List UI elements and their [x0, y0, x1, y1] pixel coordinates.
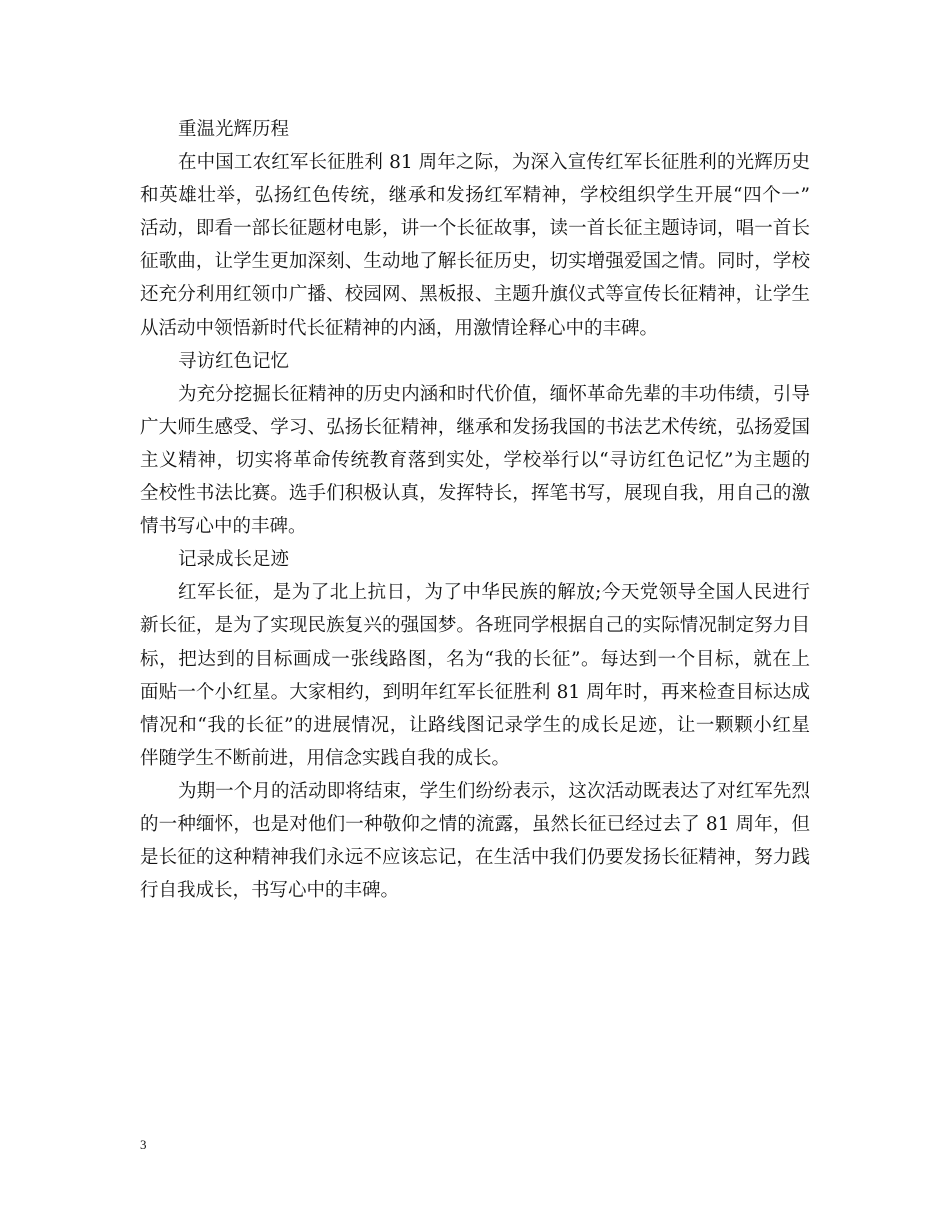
- paragraph-line: 伴随学生不断前进，用信念实践自我的成长。: [140, 747, 511, 769]
- paragraph: [140, 378, 810, 543]
- paragraph-line: 主义精神，切实将革命传统教育落到实处，学校举行以“寻访红色记忆”为主题的: [140, 449, 810, 471]
- paragraph-line: 在中国工农红军长征胜利 81 周年之际，为深入宣传红军长征胜利的光辉历史: [178, 152, 810, 174]
- section-heading: 记录成长足迹: [178, 549, 290, 571]
- paragraph-line: 面贴一个小红星。大家相约，到明年红军长征胜利 81 周年时，再来检查目标达成: [140, 681, 810, 703]
- page-number: 3: [140, 1137, 147, 1152]
- section-heading: 重温光辉历程: [178, 119, 290, 140]
- paragraph-line: 红军长征，是为了北上抗日，为了中华民族的解放;今天党领导全国人民进行: [178, 582, 810, 604]
- paragraph-line: 广大师生感受、学习、弘扬长征精神，继承和发扬我国的书法艺术传统，弘扬爱国: [140, 416, 810, 438]
- paragraph-line: 行自我成长，书写心中的丰碑。: [140, 880, 400, 902]
- paragraph-line: 活动，即看一部长征题材电影，讲一个长征故事，读一首长征主题诗词，唱一首长: [140, 218, 810, 240]
- paragraph: [140, 576, 810, 775]
- paragraph-line: 的一种缅怀，也是对他们一种敬仰之情的流露，虽然长征已经过去了 81 周年，但: [140, 813, 810, 835]
- paragraph-line: 还充分利用红领巾广播、校园网、黑板报、主题升旗仪式等宣传长征精神，让学生: [140, 284, 810, 306]
- paragraph-line: 是长征的这种精神我们永远不应该忘记，在生活中我们仍要发扬长征精神，努力践: [140, 847, 810, 869]
- document-body: [140, 113, 810, 907]
- paragraph-line: 情况和“我的长征”的进展情况，让路线图记录学生的成长足迹，让一颗颗小红星: [140, 714, 810, 736]
- paragraph-line: 为充分挖掘长征精神的历史内涵和时代价值，缅怀革命先辈的丰功伟绩，引导: [178, 383, 810, 405]
- paragraph: [140, 775, 810, 907]
- paragraph-line: 为期一个月的活动即将结束，学生们纷纷表示，这次活动既表达了对红军先烈: [178, 780, 810, 802]
- paragraph-line: 情书写心中的丰碑。: [140, 516, 307, 538]
- paragraph-line: 全校性书法比赛。选手们积极认真，发挥特长，挥笔书写，展现自我，用自己的激: [140, 483, 810, 505]
- paragraph-line: 标，把达到的目标画成一张线路图，名为“我的长征”。每达到一个目标，就在上: [140, 648, 810, 670]
- paragraph-line: 从活动中领悟新时代长征精神的内涵，用激情诠释心中的丰碑。: [140, 317, 659, 339]
- paragraph: [140, 146, 810, 345]
- paragraph-line: 新长征，是为了实现民族复兴的强国梦。各班同学根据自己的实际情况制定努力目: [140, 615, 810, 637]
- paragraph-line: 征歌曲，让学生更加深刻、生动地了解长征历史，切实增强爱国之情。同时，学校: [140, 251, 810, 273]
- paragraph-line: 和英雄壮举，弘扬红色传统，继承和发扬红军精神，学校组织学生开展“四个一”: [140, 185, 810, 207]
- section-heading: 寻访红色记忆: [178, 350, 290, 372]
